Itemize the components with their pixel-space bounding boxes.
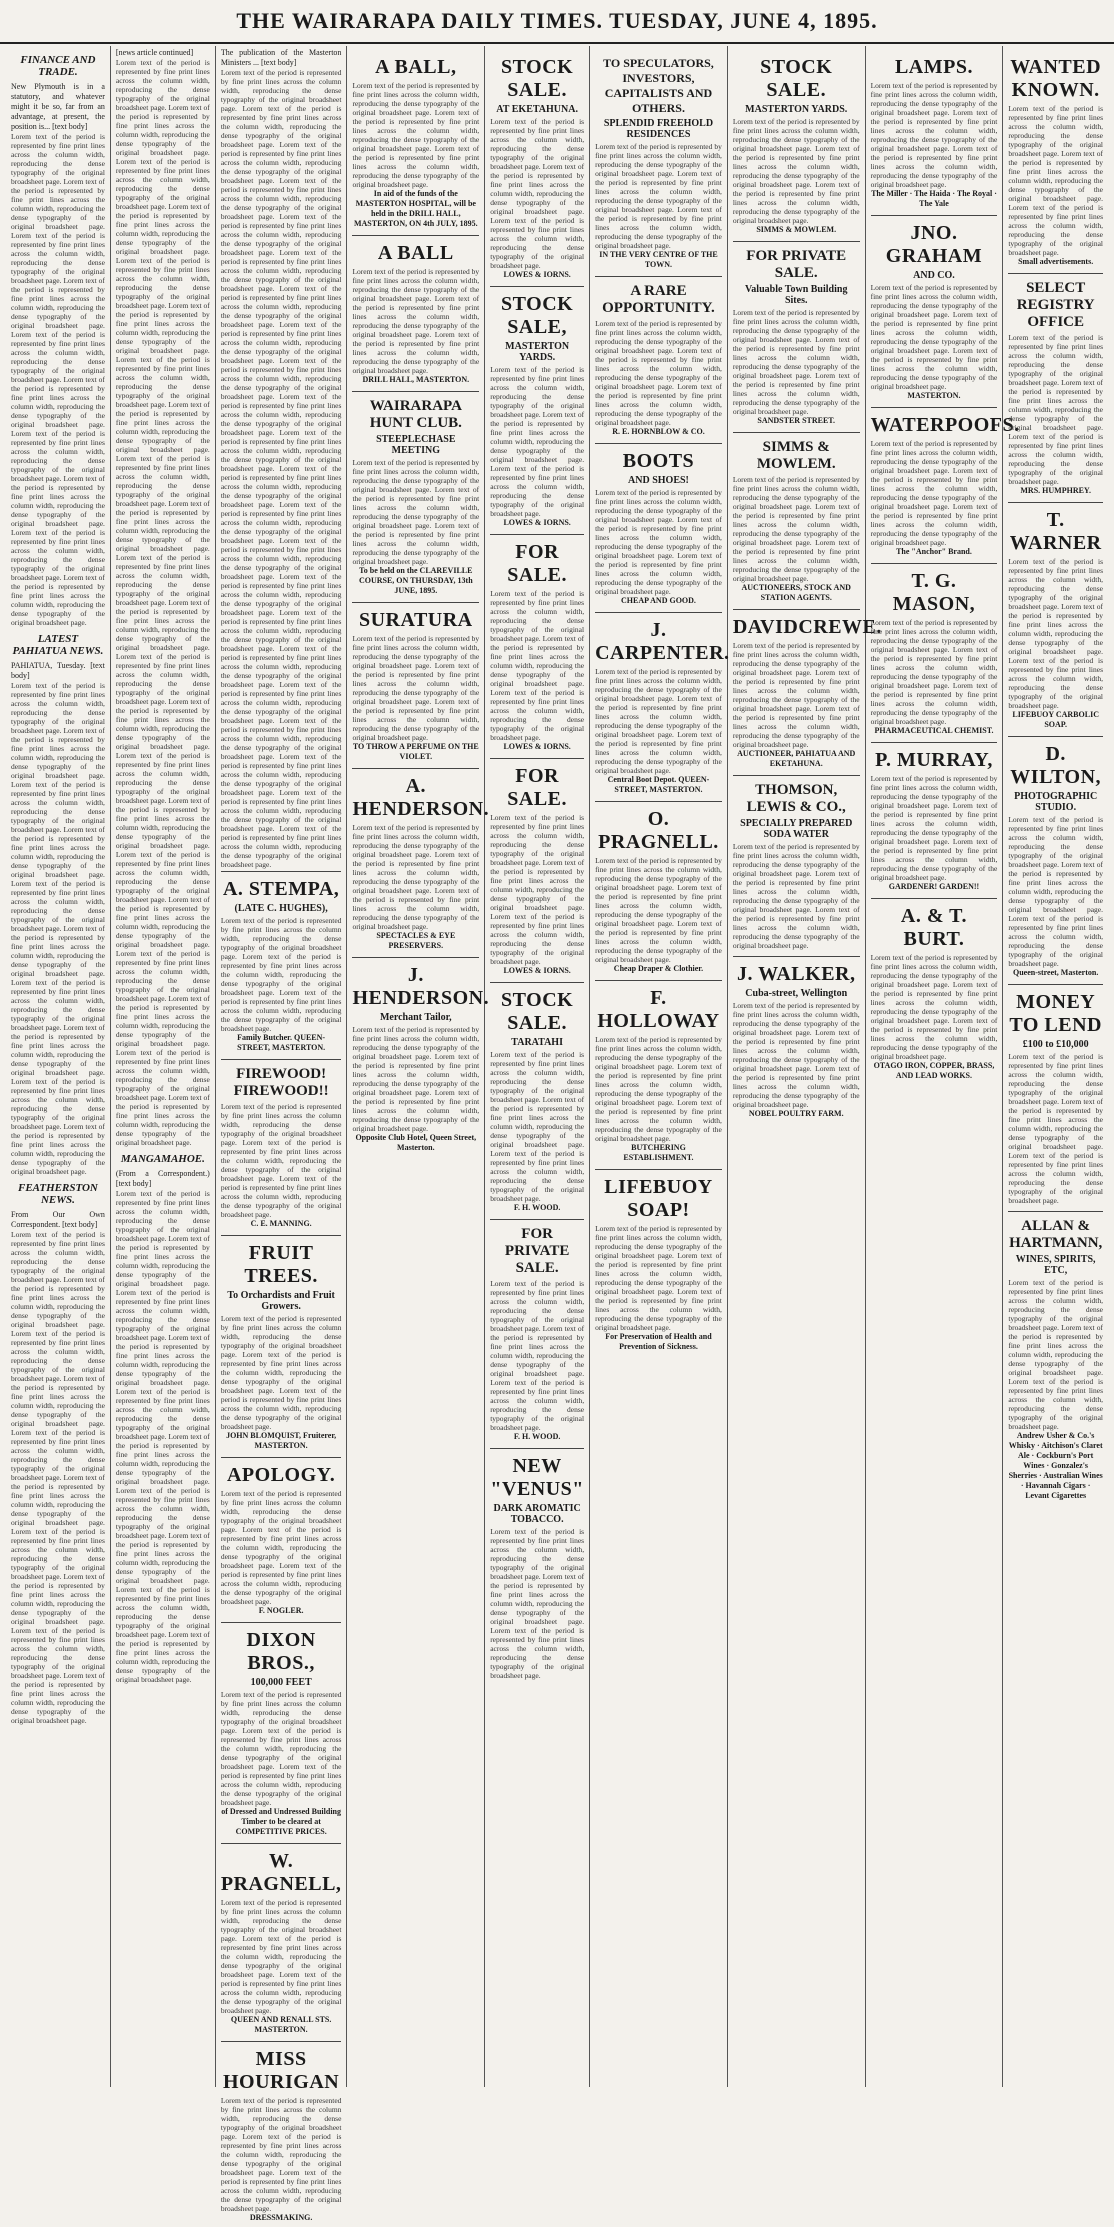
advertisement <box>595 50 722 274</box>
ad-body: To be held on the CLAREVILLE COURSE, ON THURSDAY, 13th JUNE, 1895. <box>358 566 473 595</box>
ad-body: Small advertisements. <box>1018 257 1094 266</box>
ad-heading: FOR PRIVATE SALE. <box>504 1226 570 1276</box>
ad-body: JOHN BLOMQUIST, Fruiterer, MASTERTON. <box>226 1431 337 1450</box>
ad-subheading: Valuable Town Building Sites. <box>744 284 848 306</box>
ad-heading: A BALL <box>377 242 454 264</box>
ad-fine-print: Lorem text of the period is represented by fine print lines across the column width, reproducing the dense typography of the original broadsheet page. Lorem text of the period is represented by fine print lines across the column width, reproducing the dense typography of the original broadsheet page. Lorem text of the period is represented by fine print lines across the column width, reproducing the dense typography of the original broadsheet page. <box>870 439 998 547</box>
ad-heading: T. WARNER <box>1009 509 1102 554</box>
advertisement <box>733 956 860 1123</box>
ad-heading: F. HOLLOWAY <box>597 987 720 1032</box>
news-article <box>116 48 210 1147</box>
ad-heading: STOCK SALE. <box>760 56 833 101</box>
ad-body: Queen-street, Masterton. <box>1012 968 1099 977</box>
ad-body: Cheap Draper & Clothier. <box>613 964 704 973</box>
advertisement <box>733 775 860 954</box>
ad-heading: APOLOGY. <box>226 1464 336 1486</box>
ad-body: C. E. MANNING. <box>250 1219 312 1228</box>
ad-fine-print: Lorem text of the period is represented by fine print lines across the column width, reproducing the dense typography of the original broadsheet page. Lorem text of the period is represented by fine print lines across the column width, reproducing the dense typography of the original broadsheet page. Lorem text of the period is represented by fine print lines across the column width, reproducing the dense typography of the original broadsheet page. <box>220 1102 342 1219</box>
ad-subheading: £100 to £10,000 <box>1022 1039 1089 1050</box>
advertisement <box>352 768 490 955</box>
ad-fine-print: Lorem text of the period is represented by fine print lines across the column width, reproducing the dense typography of the original broadsheet page. Lorem text of the period is represented by fine print lines across the column width, reproducing the dense typography of the original broadsheet page. Lorem text of the period is represented by fine print lines across the column width, reproducing the dense typography of the original broadsheet page. <box>1008 333 1103 486</box>
ad-subheading: SPLENDID FREEHOLD RESIDENCES <box>603 118 714 140</box>
ad-heading: ALLAN & HARTMANN, <box>1009 1218 1103 1251</box>
ad-fine-print: Lorem text of the period is represented by fine print lines across the column width, reproducing the dense typography of the original broadsheet page. Lorem text of the period is represented by fine print lines across the column width, reproducing the dense typography of the original broadsheet page. Lorem text of the period is represented by fine print lines across the column width, reproducing the dense typography of the original broadsheet page. <box>732 1001 860 1109</box>
ad-body: LOWES & IORNS. <box>503 518 571 527</box>
advertisement <box>595 801 722 978</box>
ad-subheading: Cuba-street, Wellington <box>745 988 848 999</box>
advertisement <box>732 609 882 773</box>
ad-heading: O. PRAGNELL. <box>598 808 719 853</box>
advertisement <box>1008 736 1103 982</box>
ad-body: LOWES & IORNS. <box>503 966 571 975</box>
ad-body: For Preservation of Health and Prevention of Sickness. <box>605 1332 712 1351</box>
ad-fine-print: Lorem text of the period is represented by fine print lines across the column width, reproducing the dense typography of the original broadsheet page. Lorem text of the period is represented by fine print lines across the column width, reproducing the dense typography of the original broadsheet page. Lorem text of the period is represented by fine print lines across the column width, reproducing the dense typography of the original broadsheet page. <box>595 856 722 964</box>
ad-subheading: MASTERTON YARDS. <box>745 104 848 115</box>
advertisement <box>595 276 722 441</box>
section-title: FEATHERSTON NEWS. <box>18 1182 98 1206</box>
column-7 <box>728 46 882 2087</box>
ad-body: Central Boot Depot. QUEEN-STREET, MASTERTON. <box>607 775 710 794</box>
article-body: The publication of the Masterton Ministers ... [text body] <box>220 48 342 67</box>
ad-fine-print: Lorem text of the period is represented by fine print lines across the column width, reproducing the dense typography of the original broadsheet page. Lorem text of the period is represented by fine print lines across the column width, reproducing the dense typography of the original broadsheet page. Lorem text of the period is represented by fine print lines across the column width, reproducing the dense typography of the original broadsheet page. <box>352 1025 480 1133</box>
ad-subheading: 100,000 FEET <box>250 1677 312 1688</box>
ad-body: AUCTIONEER, PAHIATUA AND EKETAHUNA. <box>737 749 856 768</box>
body-text-lines: Lorem text of the period is represented by fine print lines across the column width, reproducing the dense typography of the original broadsheet page. Lorem text of the period is represented by fine print lines across the column width, reproducing the dense typography of the original broadsheet page. Lorem text of the period is represented by fine print lines across the column width, reproducing the dense typography of the original broadsheet page. Lorem text of the period is represented by fine print lines across the column width, reproducing the dense typography of the original broadsheet page. Lorem text of the period is represented by fine print lines across the column width, reproducing the dense typography of the original broadsheet page. Lorem text of the period is represented by fine print lines across the column width, reproducing the dense typography of the original broadsheet page. Lorem text of the period is represented by fine print lines across the column width, reproducing the dense typography of the original broadsheet page. Lorem text of the period is represented by fine print lines across the column width, reproducing the dense typography of the original broadsheet page. Lorem text of the period is represented by fine print lines across the column width, reproducing the dense typography of the original broadsheet page. Lorem text of the period is represented by fine print lines across the column width, reproducing the dense typography of the original broadsheet page. Lorem text of the period is represented by fine print lines across the column width, reproducing the dense typography of the original broadsheet page. Lorem text of the period is represented by fine print lines across the column width, reproducing the dense typography of the original broadsheet page. Lorem text of the period is represented by fine print lines across the column width, reproducing the dense typography of the original broadsheet page. Lorem text of the period is represented by fine print lines across the column width, reproducing the dense typography of the original broadsheet page. Lorem text of the period is represented by fine print lines across the column width, reproducing the dense typography of the original broadsheet page. Lorem text of the period is represented by fine print lines across the column width, reproducing the dense typography of the original broadsheet page. Lorem text of the period is represented by fine print lines across the column width, reproducing the dense typography of the original broadsheet page. Lorem text of the period is represented by fine print lines across the column width, reproducing the dense typography of the original broadsheet page. Lorem text of the period is represented by fine print lines across the column width, reproducing the dense typography of the original broadsheet page. Lorem text of the period is represented by fine print lines across the column width, reproducing the dense typography of the original broadsheet page. Lorem text of the period is represented by fine print lines across the column width, reproducing the dense typography of the original broadsheet page. Lorem text of the period is represented by fine print lines across the column width, reproducing the dense typography of the original broadsheet page. <box>220 68 342 869</box>
advertisement <box>352 391 479 600</box>
ad-fine-print: Lorem text of the period is represented by fine print lines across the column width, reproducing the dense typography of the original broadsheet page. Lorem text of the period is represented by fine print lines across the column width, reproducing the dense typography of the original broadsheet page. Lorem text of the period is represented by fine print lines across the column width, reproducing the dense typography of the original broadsheet page. <box>1008 104 1103 257</box>
advertisement <box>352 235 479 389</box>
ad-body: Opposite Club Hotel, Queen Street, Masterton. <box>355 1133 477 1152</box>
ad-body: F. NOGLER. <box>258 1606 304 1615</box>
column-1 <box>6 46 111 2087</box>
column-9 <box>1003 46 1108 2087</box>
ad-heading: A. & T. BURT. <box>900 905 968 950</box>
ad-fine-print: Lorem text of the period is represented by fine print lines across the column width, reproducing the dense typography of the original broadsheet page. Lorem text of the period is represented by fine print lines across the column width, reproducing the dense typography of the original broadsheet page. Lorem text of the period is represented by fine print lines across the column width, reproducing the dense typography of the original broadsheet page. <box>595 319 722 427</box>
ad-heading: DAVIDCREWE. <box>732 616 882 638</box>
ad-heading: LAMPS. <box>894 56 973 78</box>
advertisement <box>221 1457 342 1620</box>
ad-heading: DIXON BROS., <box>246 1629 316 1674</box>
advertisement <box>1008 273 1103 500</box>
advertisement <box>221 871 342 1057</box>
ad-fine-print: Lorem text of the period is represented by fine print lines across the column width, reproducing the dense typography of the original broadsheet page. Lorem text of the period is represented by fine print lines across the column width, reproducing the dense typography of the original broadsheet page. Lorem text of the period is represented by fine print lines across the column width, reproducing the dense typography of the original broadsheet page. <box>352 458 480 566</box>
ad-body: MASTERTON. <box>907 391 961 400</box>
ad-heading: P. MURRAY, <box>875 749 993 771</box>
ad-body: BUTCHERING ESTABLISHMENT. <box>623 1143 694 1162</box>
ad-heading: D. WILTON, <box>1010 743 1102 788</box>
advertisement <box>1008 984 1103 1209</box>
advertisement <box>871 898 998 1085</box>
ad-fine-print: Lorem text of the period is represented by fine print lines across the column width, reproducing the dense typography of the original broadsheet page. Lorem text of the period is represented by fine print lines across the column width, reproducing the dense typography of the original broadsheet page. Lorem text of the period is represented by fine print lines across the column width, reproducing the dense typography of the original broadsheet page. <box>490 1050 585 1203</box>
ad-subheading: Merchant Tailor, <box>379 1012 452 1023</box>
ad-fine-print: Lorem text of the period is represented by fine print lines across the column width, reproducing the dense typography of the original broadsheet page. Lorem text of the period is represented by fine print lines across the column width, reproducing the dense typography of the original broadsheet page. Lorem text of the period is represented by fine print lines across the column width, reproducing the dense typography of the original broadsheet page. <box>732 842 860 950</box>
ad-heading: J. HENDERSON. <box>352 964 490 1009</box>
ad-body: CHEAP AND GOOD. <box>621 596 696 605</box>
ad-fine-print: Lorem text of the period is represented by fine print lines across the column width, reproducing the dense typography of the original broadsheet page. Lorem text of the period is represented by fine print lines across the column width, reproducing the dense typography of the original broadsheet page. Lorem text of the period is represented by fine print lines across the column width, reproducing the dense typography of the original broadsheet page. <box>595 1224 722 1332</box>
ad-subheading: WINES, SPIRITS, ETC, <box>1015 1254 1096 1276</box>
ad-heading: FRUIT TREES. <box>244 1242 318 1287</box>
ad-fine-print: Lorem text of the period is represented by fine print lines across the column width, reproducing the dense typography of the original broadsheet page. Lorem text of the period is represented by fine print lines across the column width, reproducing the dense typography of the original broadsheet page. Lorem text of the period is represented by fine print lines across the column width, reproducing the dense typography of the original broadsheet page. <box>490 1279 585 1432</box>
column-3 <box>216 46 348 2222</box>
column-8 <box>866 46 1020 2087</box>
advertisement <box>490 982 584 1217</box>
ad-fine-print: Lorem text of the period is represented by fine print lines across the column width, reproducing the dense typography of the original broadsheet page. Lorem text of the period is represented by fine print lines across the column width, reproducing the dense typography of the original broadsheet page. Lorem text of the period is represented by fine print lines across the column width, reproducing the dense typography of the original broadsheet page. <box>870 774 998 882</box>
ad-fine-print: Lorem text of the period is represented by fine print lines across the column width, reproducing the dense typography of the original broadsheet page. Lorem text of the period is represented by fine print lines across the column width, reproducing the dense typography of the original broadsheet page. Lorem text of the period is represented by fine print lines across the column width, reproducing the dense typography of the original broadsheet page. <box>1008 557 1103 710</box>
advertisement <box>221 1622 342 1841</box>
ad-body: F. H. WOOD. <box>513 1203 561 1212</box>
ad-heading: NEW "VENUS" <box>490 1455 584 1500</box>
news-article <box>11 633 105 1176</box>
ad-fine-print: Lorem text of the period is represented by fine print lines across the column width, reproducing the dense typography of the original broadsheet page. Lorem text of the period is represented by fine print lines across the column width, reproducing the dense typography of the original broadsheet page. Lorem text of the period is represented by fine print lines across the column width, reproducing the dense typography of the original broadsheet page. <box>595 1035 722 1143</box>
body-text-lines: Lorem text of the period is represented by fine print lines across the column width, reproducing the dense typography of the original broadsheet page. Lorem text of the period is represented by fine print lines across the column width, reproducing the dense typography of the original broadsheet page. Lorem text of the period is represented by fine print lines across the column width, reproducing the dense typography of the original broadsheet page. Lorem text of the period is represented by fine print lines across the column width, reproducing the dense typography of the original broadsheet page. Lorem text of the period is represented by fine print lines across the column width, reproducing the dense typography of the original broadsheet page. Lorem text of the period is represented by fine print lines across the column width, reproducing the dense typography of the original broadsheet page. Lorem text of the period is represented by fine print lines across the column width, reproducing the dense typography of the original broadsheet page. Lorem text of the period is represented by fine print lines across the column width, reproducing the dense typography of the original broadsheet page. Lorem text of the period is represented by fine print lines across the column width, reproducing the dense typography of the original broadsheet page. Lorem text of the period is represented by fine print lines across the column width, reproducing the dense typography of the original broadsheet page. Lorem text of the period is represented by fine print lines across the column width, reproducing the dense typography of the original broadsheet page. Lorem text of the period is represented by fine print lines across the column width, reproducing the dense typography of the original broadsheet page. Lorem text of the period is represented by fine print lines across the column width, reproducing the dense typography of the original broadsheet page. Lorem text of the period is represented by fine print lines across the column width, reproducing the dense typography of the original broadsheet page. Lorem text of the period is represented by fine print lines across the column width, reproducing the dense typography of the original broadsheet page. Lorem text of the period is represented by fine print lines across the column width, reproducing the dense typography of the original broadsheet page. Lorem text of the period is represented by fine print lines across the column width, reproducing the dense typography of the original broadsheet page. Lorem text of the period is represented by fine print lines across the column width, reproducing the dense typography of the original broadsheet page. Lorem text of the period is represented by fine print lines across the column width, reproducing the dense typography of the original broadsheet page. Lorem text of the period is represented by fine print lines across the column width, reproducing the dense typography of the original broadsheet page. Lorem text of the period is represented by fine print lines across the column width, reproducing the dense typography of the original broadsheet page. Lorem text of the period is represented by fine print lines across the column width, reproducing the dense typography of the original broadsheet page. <box>115 58 210 1147</box>
ad-fine-print: Lorem text of the period is represented by fine print lines across the column width, reproducing the dense typography of the original broadsheet page. Lorem text of the period is represented by fine print lines across the column width, reproducing the dense typography of the original broadsheet page. Lorem text of the period is represented by fine print lines across the column width, reproducing the dense typography of the original broadsheet page. <box>352 81 480 189</box>
advertisement <box>490 1219 584 1446</box>
advertisement <box>221 1843 342 2039</box>
ad-heading: A RARE OPPORTUNITY. <box>602 283 715 316</box>
ad-fine-print: Lorem text of the period is represented by fine print lines across the column width, reproducing the dense typography of the original broadsheet page. Lorem text of the period is represented by fine print lines across the column width, reproducing the dense typography of the original broadsheet page. Lorem text of the period is represented by fine print lines across the column width, reproducing the dense typography of the original broadsheet page. <box>490 589 585 742</box>
article-body: PAHIATUA, Tuesday. [text body] <box>11 661 105 680</box>
news-article <box>221 48 342 869</box>
ad-heading: FOR SALE. <box>507 541 568 586</box>
ad-fine-print: Lorem text of the period is represented by fine print lines across the column width, reproducing the dense typography of the original broadsheet page. Lorem text of the period is represented by fine print lines across the column width, reproducing the dense typography of the original broadsheet page. Lorem text of the period is represented by fine print lines across the column width, reproducing the dense typography of the original broadsheet page. <box>732 475 860 583</box>
body-text-lines: Lorem text of the period is represented by fine print lines across the column width, reproducing the dense typography of the original broadsheet page. Lorem text of the period is represented by fine print lines across the column width, reproducing the dense typography of the original broadsheet page. Lorem text of the period is represented by fine print lines across the column width, reproducing the dense typography of the original broadsheet page. Lorem text of the period is represented by fine print lines across the column width, reproducing the dense typography of the original broadsheet page. Lorem text of the period is represented by fine print lines across the column width, reproducing the dense typography of the original broadsheet page. Lorem text of the period is represented by fine print lines across the column width, reproducing the dense typography of the original broadsheet page. Lorem text of the period is represented by fine print lines across the column width, reproducing the dense typography of the original broadsheet page. Lorem text of the period is represented by fine print lines across the column width, reproducing the dense typography of the original broadsheet page. Lorem text of the period is represented by fine print lines across the column width, reproducing the dense typography of the original broadsheet page. Lorem text of the period is represented by fine print lines across the column width, reproducing the dense typography of the original broadsheet page. <box>11 681 105 1176</box>
ad-body: GARDENER! GARDEN!! <box>888 882 980 891</box>
ad-fine-print: Lorem text of the period is represented by fine print lines across the column width, reproducing the dense typography of the original broadsheet page. Lorem text of the period is represented by fine print lines across the column width, reproducing the dense typography of the original broadsheet page. Lorem text of the period is represented by fine print lines across the column width, reproducing the dense typography of the original broadsheet page. <box>870 81 998 189</box>
advertisement <box>1008 502 1103 734</box>
ad-body: NOBEL POULTRY FARM. <box>748 1109 844 1118</box>
ad-heading: JNO. GRAHAM <box>885 222 983 267</box>
ad-fine-print: Lorem text of the period is represented by fine print lines across the column width, reproducing the dense typography of the original broadsheet page. Lorem text of the period is represented by fine print lines across the column width, reproducing the dense typography of the original broadsheet page. Lorem text of the period is represented by fine print lines across the column width, reproducing the dense typography of the original broadsheet page. <box>870 618 998 726</box>
ad-fine-print: Lorem text of the period is represented by fine print lines across the column width, reproducing the dense typography of the original broadsheet page. Lorem text of the period is represented by fine print lines across the column width, reproducing the dense typography of the original broadsheet page. Lorem text of the period is represented by fine print lines across the column width, reproducing the dense typography of the original broadsheet page. <box>220 1489 342 1606</box>
masthead <box>0 0 1114 44</box>
ad-subheading: DARK AROMATIC TOBACCO. <box>493 1503 581 1525</box>
advertisement <box>1008 50 1103 271</box>
ad-body: TO THROW A PERFUME ON THE VIOLET. <box>352 742 479 761</box>
ad-fine-print: Lorem text of the period is represented by fine print lines across the column width, reproducing the dense typography of the original broadsheet page. Lorem text of the period is represented by fine print lines across the column width, reproducing the dense typography of the original broadsheet page. Lorem text of the period is represented by fine print lines across the column width, reproducing the dense typography of the original broadsheet page. <box>352 823 480 931</box>
ad-heading: TO SPECULATORS, INVESTORS, CAPITALISTS AND OTHERS. <box>603 56 714 115</box>
article-body: [news article continued] <box>115 48 194 57</box>
advertisement <box>871 50 998 213</box>
advertisement <box>871 742 998 896</box>
ad-fine-print: Lorem text of the period is represented by fine print lines across the column width, reproducing the dense typography of the original broadsheet page. Lorem text of the period is represented by fine print lines across the column width, reproducing the dense typography of the original broadsheet page. Lorem text of the period is represented by fine print lines across the column width, reproducing the dense typography of the original broadsheet page. <box>595 667 722 775</box>
ad-body: IN THE VERY CENTRE OF THE TOWN. <box>599 250 718 269</box>
ad-body: Family Butcher. QUEEN-STREET, MASTERTON. <box>237 1033 326 1052</box>
ad-subheading: PHOTOGRAPHIC STUDIO. <box>1014 791 1098 813</box>
article-body: (From a Correspondent.) [text body] <box>115 1169 210 1188</box>
ad-heading: J. WALKER, <box>736 963 856 985</box>
ad-subheading: (LATE C. HUGHES), <box>234 903 328 914</box>
ad-heading: WAIRARAPA HUNT CLUB. <box>369 398 462 431</box>
ad-body: QUEEN AND RENALL STS. MASTERTON. <box>230 2015 332 2034</box>
ad-body: The Miller · The Haida · The Royal · The Yale <box>871 189 997 208</box>
advertisement <box>595 1169 722 1356</box>
ad-subheading: STEEPLECHASE MEETING <box>376 434 456 456</box>
ad-body: SIMMS & MOWLEM. <box>756 225 837 234</box>
ad-heading: T. G. MASON, <box>892 570 976 615</box>
advertisement <box>490 1448 584 1684</box>
ad-heading: W. PRAGNELL, <box>220 1850 342 1895</box>
ad-heading: MISS HOURIGAN <box>223 2048 340 2093</box>
article-body: From Our Own Correspondent. [text body] <box>11 1210 105 1229</box>
ad-heading: WANTED KNOWN. <box>1010 56 1102 101</box>
advertisement <box>595 980 722 1167</box>
ad-fine-print: Lorem text of the period is represented by fine print lines across the column width, reproducing the dense typography of the original broadsheet page. Lorem text of the period is represented by fine print lines across the column width, reproducing the dense typography of the original broadsheet page. Lorem text of the period is represented by fine print lines across the column width, reproducing the dense typography of the original broadsheet page. <box>732 641 860 749</box>
ad-body: OTAGO IRON, COPPER, BRASS, AND LEAD WORKS. <box>873 1061 995 1080</box>
advertisement <box>870 407 1020 561</box>
advertisement <box>595 612 730 799</box>
advertisement <box>1008 1211 1103 1505</box>
ad-subheading: SPECIALLY PREPARED SODA WATER <box>740 818 853 840</box>
advertisement <box>490 286 584 532</box>
article-body: New Plymouth is in a statutory, and whatever might it be so, far from an advantage, at present, the position is... [text body] <box>11 82 105 131</box>
ad-body: LIFEBUOY CARBOLIC SOAP. <box>1012 710 1099 729</box>
ad-heading: FIREWOOD! FIREWOOD!! <box>233 1066 329 1099</box>
column-2 <box>111 46 216 2087</box>
ad-fine-print: Lorem text of the period is represented by fine print lines across the column width, reproducing the dense typography of the original broadsheet page. Lorem text of the period is represented by fine print lines across the column width, reproducing the dense typography of the original broadsheet page. Lorem text of the period is represented by fine print lines across the column width, reproducing the dense typography of the original broadsheet page. <box>595 488 722 596</box>
ad-body: LOWES & IORNS. <box>503 270 571 279</box>
advertisement <box>352 602 479 766</box>
advertisement <box>221 1235 342 1455</box>
ad-subheading: AND CO. <box>913 270 955 281</box>
ad-body: The "Anchor" Brand. <box>896 547 972 556</box>
ad-fine-print: Lorem text of the period is represented by fine print lines across the column width, reproducing the dense typography of the original broadsheet page. Lorem text of the period is represented by fine print lines across the column width, reproducing the dense typography of the original broadsheet page. Lorem text of the period is represented by fine print lines across the column width, reproducing the dense typography of the original broadsheet page. <box>490 1527 585 1680</box>
ad-fine-print: Lorem text of the period is represented by fine print lines across the column width, reproducing the dense typography of the original broadsheet page. Lorem text of the period is represented by fine print lines across the column width, reproducing the dense typography of the original broadsheet page. Lorem text of the period is represented by fine print lines across the column width, reproducing the dense typography of the original broadsheet page. <box>220 916 342 1033</box>
advertisement <box>221 2041 342 2227</box>
ad-heading: SELECT REGISTRY OFFICE <box>1016 280 1095 330</box>
ad-heading: FOR SALE. <box>507 765 568 810</box>
ad-body: AUCTIONEERS, STOCK AND STATION AGENTS. <box>741 583 851 602</box>
ad-heading: SURATURA <box>358 609 473 631</box>
ad-body: F. H. WOOD. <box>513 1432 561 1441</box>
ad-fine-print: Lorem text of the period is represented by fine print lines across the column width, reproducing the dense typography of the original broadsheet page. Lorem text of the period is represented by fine print lines across the column width, reproducing the dense typography of the original broadsheet page. Lorem text of the period is represented by fine print lines across the column width, reproducing the dense typography of the original broadsheet page. <box>220 1314 342 1431</box>
body-text-lines: Lorem text of the period is represented by fine print lines across the column width, reproducing the dense typography of the original broadsheet page. Lorem text of the period is represented by fine print lines across the column width, reproducing the dense typography of the original broadsheet page. Lorem text of the period is represented by fine print lines across the column width, reproducing the dense typography of the original broadsheet page. Lorem text of the period is represented by fine print lines across the column width, reproducing the dense typography of the original broadsheet page. Lorem text of the period is represented by fine print lines across the column width, reproducing the dense typography of the original broadsheet page. Lorem text of the period is represented by fine print lines across the column width, reproducing the dense typography of the original broadsheet page. Lorem text of the period is represented by fine print lines across the column width, reproducing the dense typography of the original broadsheet page. Lorem text of the period is represented by fine print lines across the column width, reproducing the dense typography of the original broadsheet page. Lorem text of the period is represented by fine print lines across the column width, reproducing the dense typography of the original broadsheet page. Lorem text of the period is represented by fine print lines across the column width, reproducing the dense typography of the original broadsheet page. <box>11 132 105 627</box>
ad-fine-print: Lorem text of the period is represented by fine print lines across the column width, reproducing the dense typography of the original broadsheet page. Lorem text of the period is represented by fine print lines across the column width, reproducing the dense typography of the original broadsheet page. Lorem text of the period is represented by fine print lines across the column width, reproducing the dense typography of the original broadsheet page. <box>595 142 722 250</box>
ad-fine-print: Lorem text of the period is represented by fine print lines across the column width, reproducing the dense typography of the original broadsheet page. Lorem text of the period is represented by fine print lines across the column width, reproducing the dense typography of the original broadsheet page. Lorem text of the period is represented by fine print lines across the column width, reproducing the dense typography of the original broadsheet page. <box>732 308 860 416</box>
ad-heading: STOCK SALE. <box>501 56 574 101</box>
advertisement <box>490 758 584 980</box>
advertisement <box>221 1059 342 1233</box>
ad-fine-print: Lorem text of the period is represented by fine print lines across the column width, reproducing the dense typography of the original broadsheet page. Lorem text of the period is represented by fine print lines across the column width, reproducing the dense typography of the original broadsheet page. Lorem text of the period is represented by fine print lines across the column width, reproducing the dense typography of the original broadsheet page. <box>220 2096 342 2213</box>
ad-fine-print: Lorem text of the period is represented by fine print lines across the column width, reproducing the dense typography of the original broadsheet page. Lorem text of the period is represented by fine print lines across the column width, reproducing the dense typography of the original broadsheet page. Lorem text of the period is represented by fine print lines across the column width, reproducing the dense typography of the original broadsheet page. <box>220 1690 342 1807</box>
ad-heading: STOCK SALE, <box>501 293 574 338</box>
ad-fine-print: Lorem text of the period is represented by fine print lines across the column width, reproducing the dense typography of the original broadsheet page. Lorem text of the period is represented by fine print lines across the column width, reproducing the dense typography of the original broadsheet page. Lorem text of the period is represented by fine print lines across the column width, reproducing the dense typography of the original broadsheet page. <box>490 365 585 518</box>
advertisement <box>871 563 998 740</box>
advertisement <box>733 50 860 239</box>
ad-body: SANDSTER STREET. <box>757 416 836 425</box>
body-text-lines: Lorem text of the period is represented by fine print lines across the column width, reproducing the dense typography of the original broadsheet page. Lorem text of the period is represented by fine print lines across the column width, reproducing the dense typography of the original broadsheet page. Lorem text of the period is represented by fine print lines across the column width, reproducing the dense typography of the original broadsheet page. Lorem text of the period is represented by fine print lines across the column width, reproducing the dense typography of the original broadsheet page. Lorem text of the period is represented by fine print lines across the column width, reproducing the dense typography of the original broadsheet page. Lorem text of the period is represented by fine print lines across the column width, reproducing the dense typography of the original broadsheet page. Lorem text of the period is represented by fine print lines across the column width, reproducing the dense typography of the original broadsheet page. Lorem text of the period is represented by fine print lines across the column width, reproducing the dense typography of the original broadsheet page. Lorem text of the period is represented by fine print lines across the column width, reproducing the dense typography of the original broadsheet page. Lorem text of the period is represented by fine print lines across the column width, reproducing the dense typography of the original broadsheet page. <box>115 1189 210 1684</box>
advertisement <box>352 957 490 1157</box>
section-title: LATEST PAHIATUA NEWS. <box>12 633 104 657</box>
ad-body: DRESSMAKING. <box>249 2213 313 2222</box>
ad-heading: FOR PRIVATE SALE. <box>746 248 847 281</box>
ad-fine-print: Lorem text of the period is represented by fine print lines across the column width, reproducing the dense typography of the original broadsheet page. Lorem text of the period is represented by fine print lines across the column width, reproducing the dense typography of the original broadsheet page. Lorem text of the period is represented by fine print lines across the column width, reproducing the dense typography of the original broadsheet page. <box>1008 1278 1103 1431</box>
ad-body: Andrew Usher & Co.'s Whisky · Aitchison's Claret Ale · Cockburn's Port Wines · Gonzalez's Sherries · Australian Wines · Havannah Cigars · Levant Cigarettes <box>1008 1431 1103 1500</box>
column-5 <box>485 46 590 2087</box>
ad-body: SPECTACLES & EYE PRESERVERS. <box>376 931 456 950</box>
ad-heading: A. HENDERSON. <box>352 775 490 820</box>
ad-heading: MONEY TO LEND <box>1009 991 1102 1036</box>
advertisement <box>733 241 860 430</box>
ad-subheading: AT EKETAHUNA. <box>496 104 578 115</box>
columns <box>6 46 1108 2222</box>
advertisement <box>352 50 479 233</box>
advertisement <box>733 432 860 607</box>
column-4 <box>347 46 490 2087</box>
masthead-title: THE WAIRARAPA DAILY TIMES. TUESDAY, JUNE 4, 1895. <box>236 8 878 33</box>
ad-subheading: TARATAHI <box>511 1037 563 1048</box>
ad-fine-print: Lorem text of the period is represented by fine print lines across the column width, reproducing the dense typography of the original broadsheet page. Lorem text of the period is represented by fine print lines across the column width, reproducing the dense typography of the original broadsheet page. Lorem text of the period is represented by fine print lines across the column width, reproducing the dense typography of the original broadsheet page. <box>870 283 998 391</box>
ad-fine-print: Lorem text of the period is represented by fine print lines across the column width, reproducing the dense typography of the original broadsheet page. Lorem text of the period is represented by fine print lines across the column width, reproducing the dense typography of the original broadsheet page. Lorem text of the period is represented by fine print lines across the column width, reproducing the dense typography of the original broadsheet page. <box>220 1898 342 2015</box>
ad-subheading: To Orchardists and Fruit Growers. <box>227 1290 335 1312</box>
ad-heading: SIMMS & MOWLEM. <box>756 439 836 472</box>
body-text-lines: Lorem text of the period is represented by fine print lines across the column width, reproducing the dense typography of the original broadsheet page. Lorem text of the period is represented by fine print lines across the column width, reproducing the dense typography of the original broadsheet page. Lorem text of the period is represented by fine print lines across the column width, reproducing the dense typography of the original broadsheet page. Lorem text of the period is represented by fine print lines across the column width, reproducing the dense typography of the original broadsheet page. Lorem text of the period is represented by fine print lines across the column width, reproducing the dense typography of the original broadsheet page. Lorem text of the period is represented by fine print lines across the column width, reproducing the dense typography of the original broadsheet page. Lorem text of the period is represented by fine print lines across the column width, reproducing the dense typography of the original broadsheet page. Lorem text of the period is represented by fine print lines across the column width, reproducing the dense typography of the original broadsheet page. Lorem text of the period is represented by fine print lines across the column width, reproducing the dense typography of the original broadsheet page. Lorem text of the period is represented by fine print lines across the column width, reproducing the dense typography of the original broadsheet page. <box>11 1230 105 1725</box>
ad-subheading: MASTERTON YARDS. <box>505 341 570 363</box>
ad-fine-print: Lorem text of the period is represented by fine print lines across the column width, reproducing the dense typography of the original broadsheet page. Lorem text of the period is represented by fine print lines across the column width, reproducing the dense typography of the original broadsheet page. Lorem text of the period is represented by fine print lines across the column width, reproducing the dense typography of the original broadsheet page. <box>870 953 998 1061</box>
ad-subheading: AND SHOES! <box>628 475 689 486</box>
ad-body: LOWES & IORNS. <box>503 742 571 751</box>
ad-heading: THOMSON, LEWIS & CO., <box>746 782 846 815</box>
ad-fine-print: Lorem text of the period is represented by fine print lines across the column width, reproducing the dense typography of the original broadsheet page. Lorem text of the period is represented by fine print lines across the column width, reproducing the dense typography of the original broadsheet page. Lorem text of the period is represented by fine print lines across the column width, reproducing the dense typography of the original broadsheet page. <box>490 117 585 270</box>
ad-heading: A. STEMPA, <box>222 878 340 900</box>
ad-heading: J. CARPENTER. <box>595 619 730 664</box>
section-title: FINANCE AND TRADE. <box>20 54 96 78</box>
column-6 <box>590 46 728 2087</box>
news-article <box>11 54 105 627</box>
ad-heading: BOOTS <box>622 450 695 472</box>
ad-body: DRILL HALL, MASTERTON. <box>362 375 470 384</box>
advertisement <box>871 215 998 405</box>
section-title: MANGAMAHOE. <box>120 1153 205 1165</box>
advertisement <box>595 443 722 610</box>
ad-heading: WATERPOOFS. <box>870 414 1020 436</box>
ad-fine-print: Lorem text of the period is represented by fine print lines across the column width, reproducing the dense typography of the original broadsheet page. Lorem text of the period is represented by fine print lines across the column width, reproducing the dense typography of the original broadsheet page. Lorem text of the period is represented by fine print lines across the column width, reproducing the dense typography of the original broadsheet page. <box>1008 1052 1103 1205</box>
ad-fine-print: Lorem text of the period is represented by fine print lines across the column width, reproducing the dense typography of the original broadsheet page. Lorem text of the period is represented by fine print lines across the column width, reproducing the dense typography of the original broadsheet page. Lorem text of the period is represented by fine print lines across the column width, reproducing the dense typography of the original broadsheet page. <box>352 267 480 375</box>
ad-heading: STOCK SALE. <box>501 989 574 1034</box>
ad-body: MRS. HUMPHREY. <box>1020 486 1091 495</box>
ad-body: R. E. HORNBLOW & CO. <box>612 427 705 436</box>
ad-fine-print: Lorem text of the period is represented by fine print lines across the column width, reproducing the dense typography of the original broadsheet page. Lorem text of the period is represented by fine print lines across the column width, reproducing the dense typography of the original broadsheet page. Lorem text of the period is represented by fine print lines across the column width, reproducing the dense typography of the original broadsheet page. <box>352 634 480 742</box>
ad-fine-print: Lorem text of the period is represented by fine print lines across the column width, reproducing the dense typography of the original broadsheet page. Lorem text of the period is represented by fine print lines across the column width, reproducing the dense typography of the original broadsheet page. Lorem text of the period is represented by fine print lines across the column width, reproducing the dense typography of the original broadsheet page. <box>490 813 585 966</box>
news-article <box>11 1182 105 1725</box>
advertisement <box>490 50 584 284</box>
advertisement <box>490 534 584 756</box>
ad-heading: LIFEBUOY SOAP! <box>604 1176 713 1221</box>
ad-body: In aid of the funds of the MASTERTON HOSPITAL, will be held in the DRILL HALL, MASTERTON, ON 4th JULY, 1895. <box>353 189 478 228</box>
ad-fine-print: Lorem text of the period is represented by fine print lines across the column width, reproducing the dense typography of the original broadsheet page. Lorem text of the period is represented by fine print lines across the column width, reproducing the dense typography of the original broadsheet page. Lorem text of the period is represented by fine print lines across the column width, reproducing the dense typography of the original broadsheet page. <box>1008 815 1103 968</box>
ad-fine-print: Lorem text of the period is represented by fine print lines across the column width, reproducing the dense typography of the original broadsheet page. Lorem text of the period is represented by fine print lines across the column width, reproducing the dense typography of the original broadsheet page. Lorem text of the period is represented by fine print lines across the column width, reproducing the dense typography of the original broadsheet page. <box>732 117 860 225</box>
ad-body: PHARMACEUTICAL CHEMIST. <box>874 726 994 735</box>
news-article <box>116 1153 210 1684</box>
ad-heading: A BALL, <box>375 56 457 78</box>
ad-body: of Dressed and Undressed Building Timber to be cleared at COMPETITIVE PRICES. <box>221 1807 341 1836</box>
